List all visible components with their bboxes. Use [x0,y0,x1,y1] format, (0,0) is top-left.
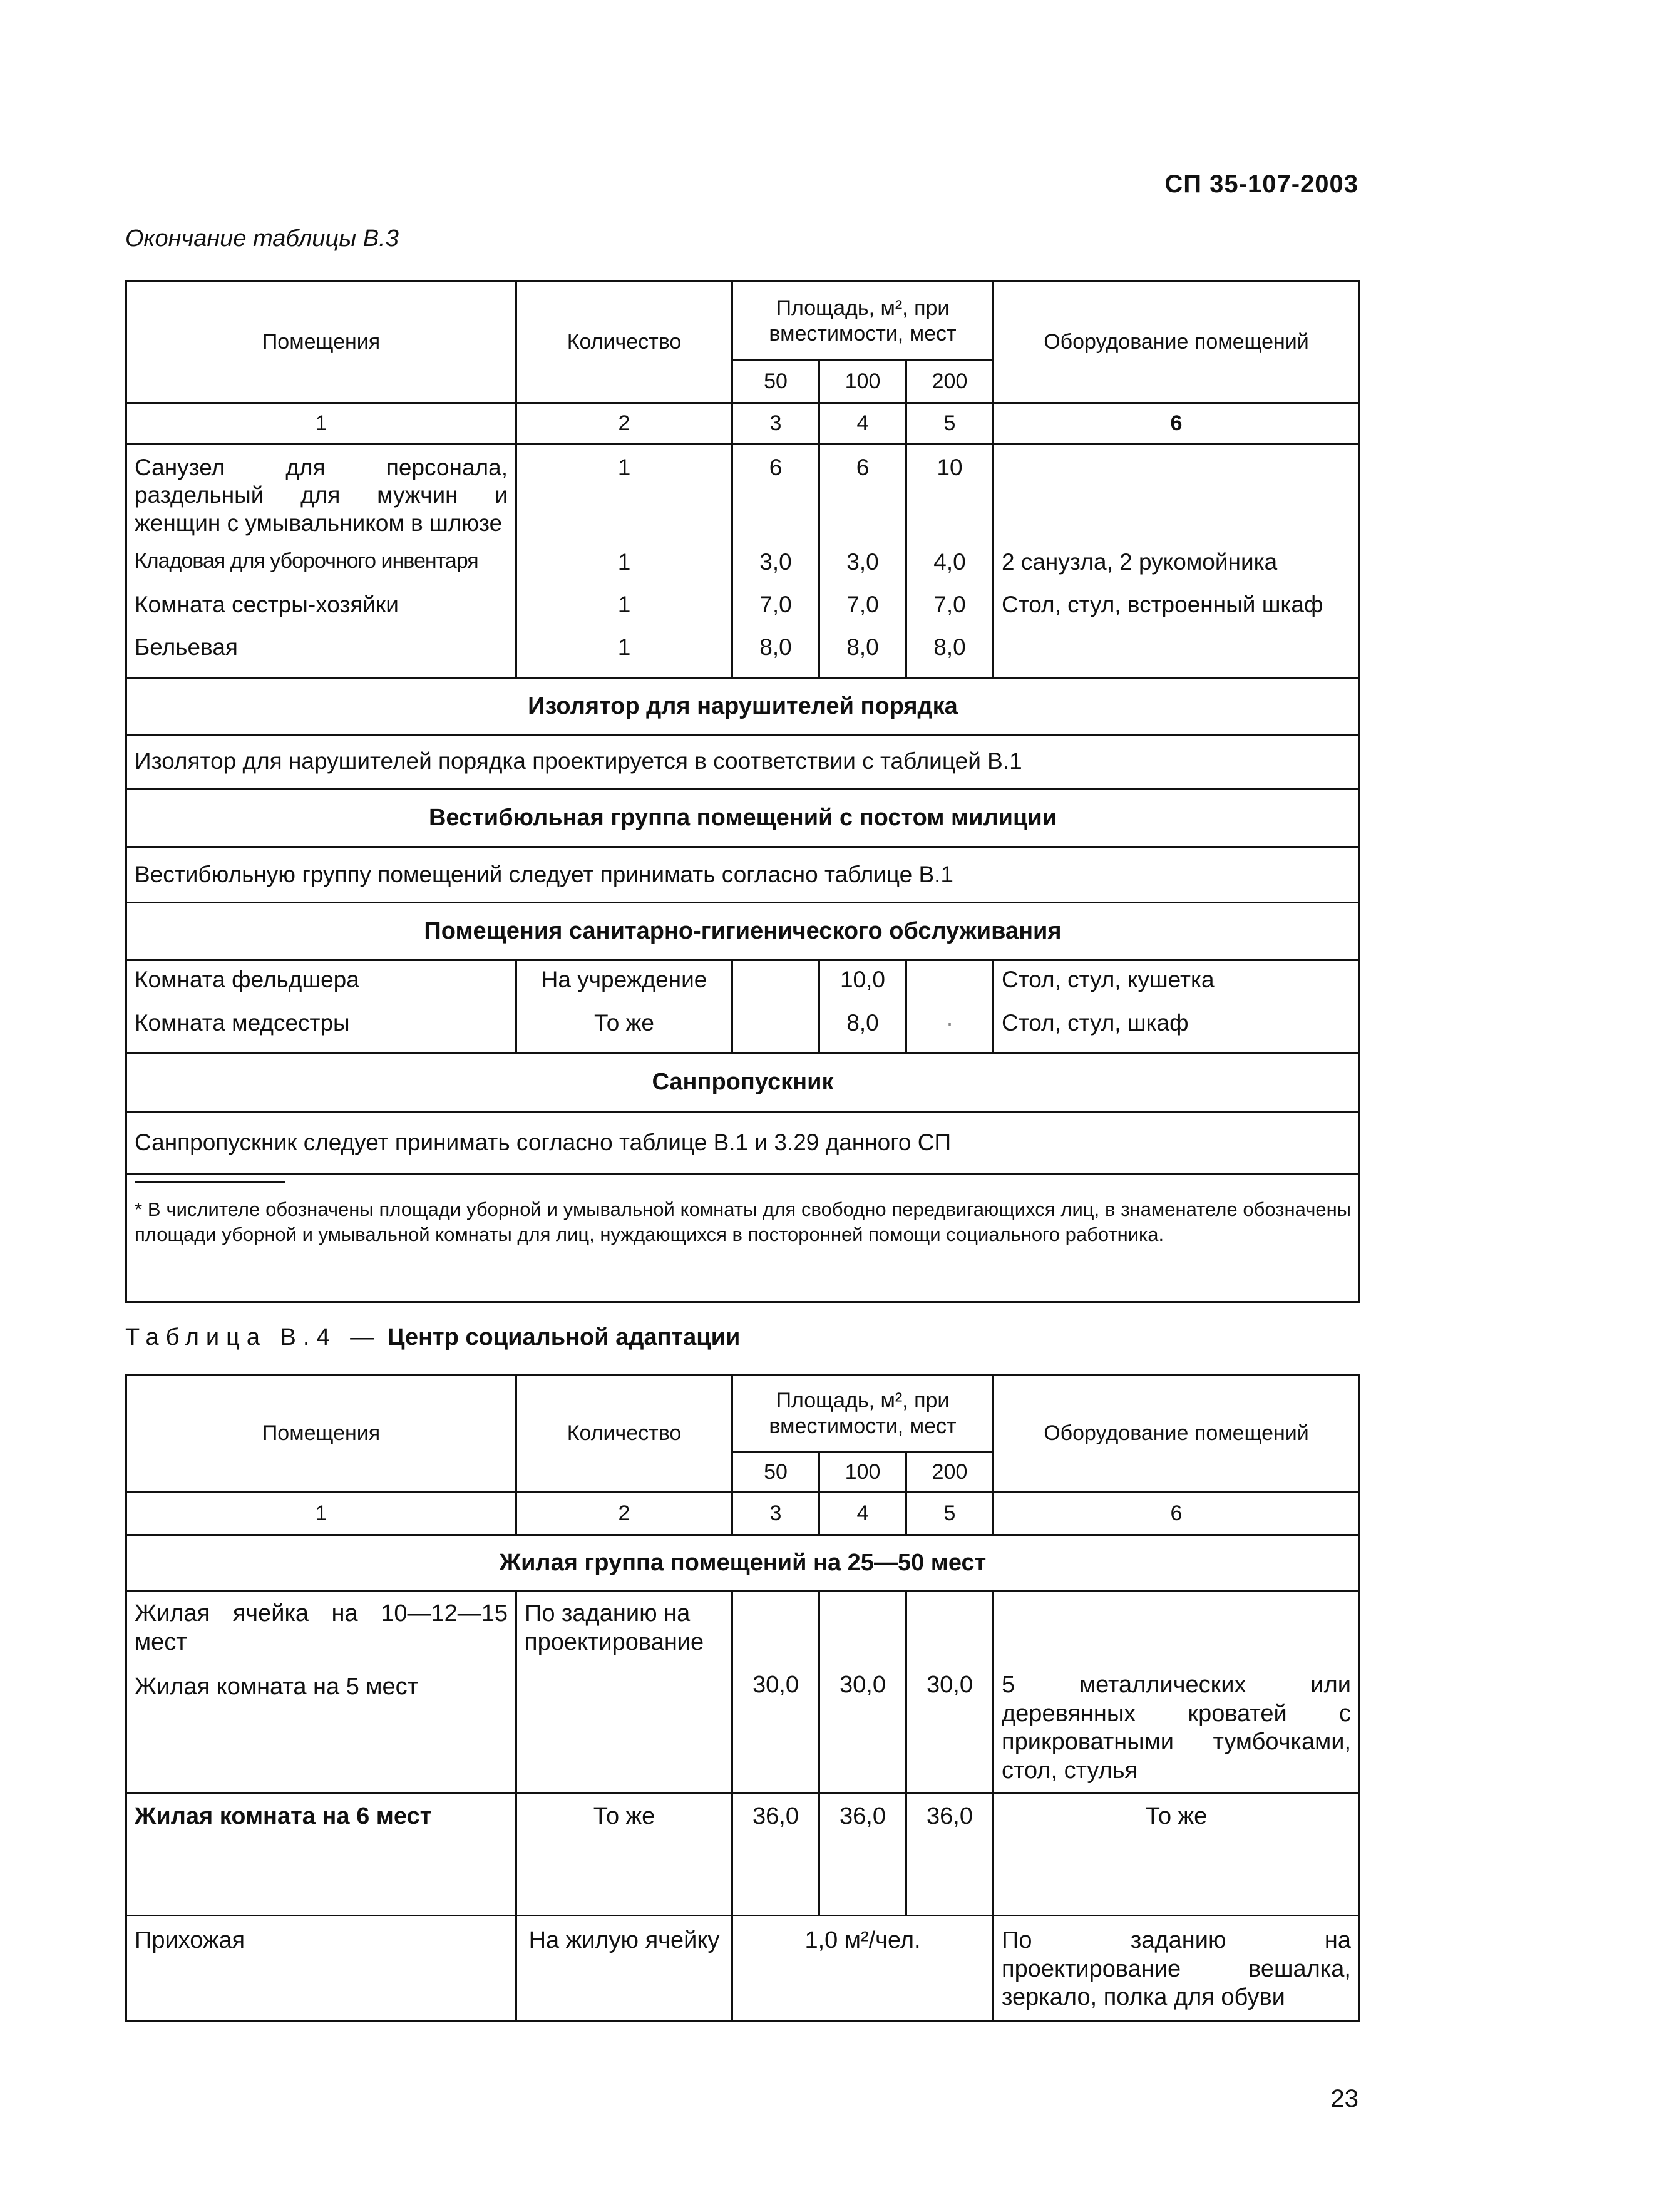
room-equipment: Стол, стул, встроенный шкаф [994,586,1360,629]
column-number: 1 [126,403,516,445]
room-quantity: То же [516,1004,732,1053]
table-footnote [126,1175,1360,1302]
section-text-isolator: Изолятор для нарушителей порядка проектируется в соответствии с таблицей В.1 [126,735,1360,789]
room-name: Санузел для персонала, раздельный для мужчин и женщин с умывальником в шлюзе [126,445,516,543]
section-heading-living: Жилая группа помещений на 25—50 мест [126,1535,1360,1592]
header-area: Площадь, м², при вместимости, мест [732,1375,994,1453]
area-50: 36,0 [732,1793,819,1916]
document-code: СП 35-107-2003 [1164,170,1358,198]
header-area-200: 200 [906,1453,994,1493]
column-number: 3 [732,403,819,445]
section-heading-vestibule: Вестибюльная группа помещений с постом милиции [126,789,1360,848]
room-name: Жилая комната на 5 мест [135,1674,419,1700]
area-200: 10 [906,445,994,543]
column-number: 1 [126,1493,516,1535]
area-50 [732,1004,819,1053]
room-name: Комната медсестры [126,1004,516,1053]
room-quantity: 1 [516,586,732,629]
table-row [126,543,1360,586]
room-name: Жилая ячейка на 10—12—15 мест [135,1600,508,1655]
room-equipment [994,445,1360,543]
room-quantity: То же [516,1793,732,1916]
room-name: Жилая комната на 6 мест [126,1793,516,1916]
column-number: 4 [819,403,906,445]
area-100: 6 [819,445,906,543]
room-name: Комната фельдшера [126,960,516,1004]
room-name: Кладовая для уборочного инвентаря [126,543,516,586]
footnote-text: * В числителе обозначены площади уборной и умывальной комнаты для свободно передвигающихся лиц, в знаменателе обозначены площади уборной и умывальной комнаты для лиц, нуждающихся в посторонней помощи социального работника. [135,1198,1351,1246]
column-number: 2 [516,1493,732,1535]
header-equipment: Оборудование помещений [994,282,1360,403]
table-row [126,1916,1360,2021]
area-200: 4,0 [906,543,994,586]
room-equipment [994,629,1360,679]
table-row [126,1592,1360,1793]
section-heading-sanpass: Санпропускник [126,1053,1360,1112]
area-200: 30,0 [906,1592,994,1793]
column-number: 6 [994,403,1360,445]
area-200: · [906,1004,994,1053]
column-number: 5 [906,403,994,445]
column-number: 3 [732,1493,819,1535]
table-b4-caption [125,1324,740,1351]
page-number: 23 [1330,2085,1358,2112]
room-equipment: По заданию на проектирование вешалка, зеркало, полка для обуви [994,1916,1360,2021]
table-b4 [125,1374,1360,2022]
area-100: 8,0 [819,1004,906,1053]
area-100: 30,0 [819,1592,906,1793]
area-200: 7,0 [906,586,994,629]
section-heading-isolator: Изолятор для нарушителей порядка [126,679,1360,735]
area-50: 30,0 [732,1592,819,1793]
table-continuation-caption: Окончание таблицы В.3 [125,225,399,252]
room-equipment: Стол, стул, кушетка [994,960,1360,1004]
table-row [126,445,1360,543]
room-name: Прихожая [126,1916,516,2021]
room-equipment: Стол, стул, шкаф [994,1004,1360,1053]
column-number: 5 [906,1493,994,1535]
header-area-50: 50 [732,361,819,403]
area-50: 7,0 [732,586,819,629]
area-100: 36,0 [819,1793,906,1916]
table-b3-end [125,280,1360,1303]
table-row [126,960,1360,1004]
header-area-50: 50 [732,1453,819,1493]
header-area-100: 100 [819,1453,906,1493]
area-200 [906,960,994,1004]
header-rooms: Помещения [126,1375,516,1493]
table-row [126,1004,1360,1053]
table-row [126,1793,1360,1916]
footnote-rule [135,1181,285,1183]
room-equipment: 2 санузла, 2 рукомойника [994,543,1360,586]
header-area-100: 100 [819,361,906,403]
header-equipment: Оборудование помещений [994,1375,1360,1493]
header-quantity: Количество [516,1375,732,1493]
room-quantity: 1 [516,629,732,679]
section-text-vestibule: Вестибюльную группу помещений следует принимать согласно таблице В.1 [126,848,1360,903]
column-number: 4 [819,1493,906,1535]
table-row [126,629,1360,679]
area-50: 3,0 [732,543,819,586]
room-quantity: На учреждение [516,960,732,1004]
area-100: 7,0 [819,586,906,629]
area-200: 8,0 [906,629,994,679]
area-100: 10,0 [819,960,906,1004]
room-name: Комната сестры-хозяйки [126,586,516,629]
room-equipment: То же [994,1793,1360,1916]
area-100: 3,0 [819,543,906,586]
room-quantity: По заданию на проектирование [516,1592,732,1793]
room-quantity: 1 [516,445,732,543]
room-quantity: На жилую ячейку [516,1916,732,2021]
room-name: Бельевая [126,629,516,679]
room-equipment: 5 металлических или деревянных кроватей с прикроватными тумбочками, стол, стулья [994,1592,1360,1793]
table-b4-caption-title: Центр социальной адаптации [387,1324,741,1350]
room-name-cell [126,1592,516,1793]
table-row [126,586,1360,629]
area-50 [732,960,819,1004]
area-per-person: 1,0 м²/чел. [732,1916,994,2021]
area-200: 36,0 [906,1793,994,1916]
header-rooms: Помещения [126,282,516,403]
section-heading-sanitary: Помещения санитарно-гигиенического обслуживания [126,903,1360,960]
section-text-sanpass: Санпропускник следует принимать согласно таблице В.1 и 3.29 данного СП [126,1112,1360,1175]
header-area: Площадь, м², при вместимости, мест [732,282,994,361]
room-quantity: 1 [516,543,732,586]
column-number: 2 [516,403,732,445]
header-quantity: Количество [516,282,732,403]
area-50: 6 [732,445,819,543]
header-area-200: 200 [906,361,994,403]
area-50: 8,0 [732,629,819,679]
table-b4-caption-prefix: Таблица В.4 — [125,1324,381,1350]
area-100: 8,0 [819,629,906,679]
column-number: 6 [994,1493,1360,1535]
